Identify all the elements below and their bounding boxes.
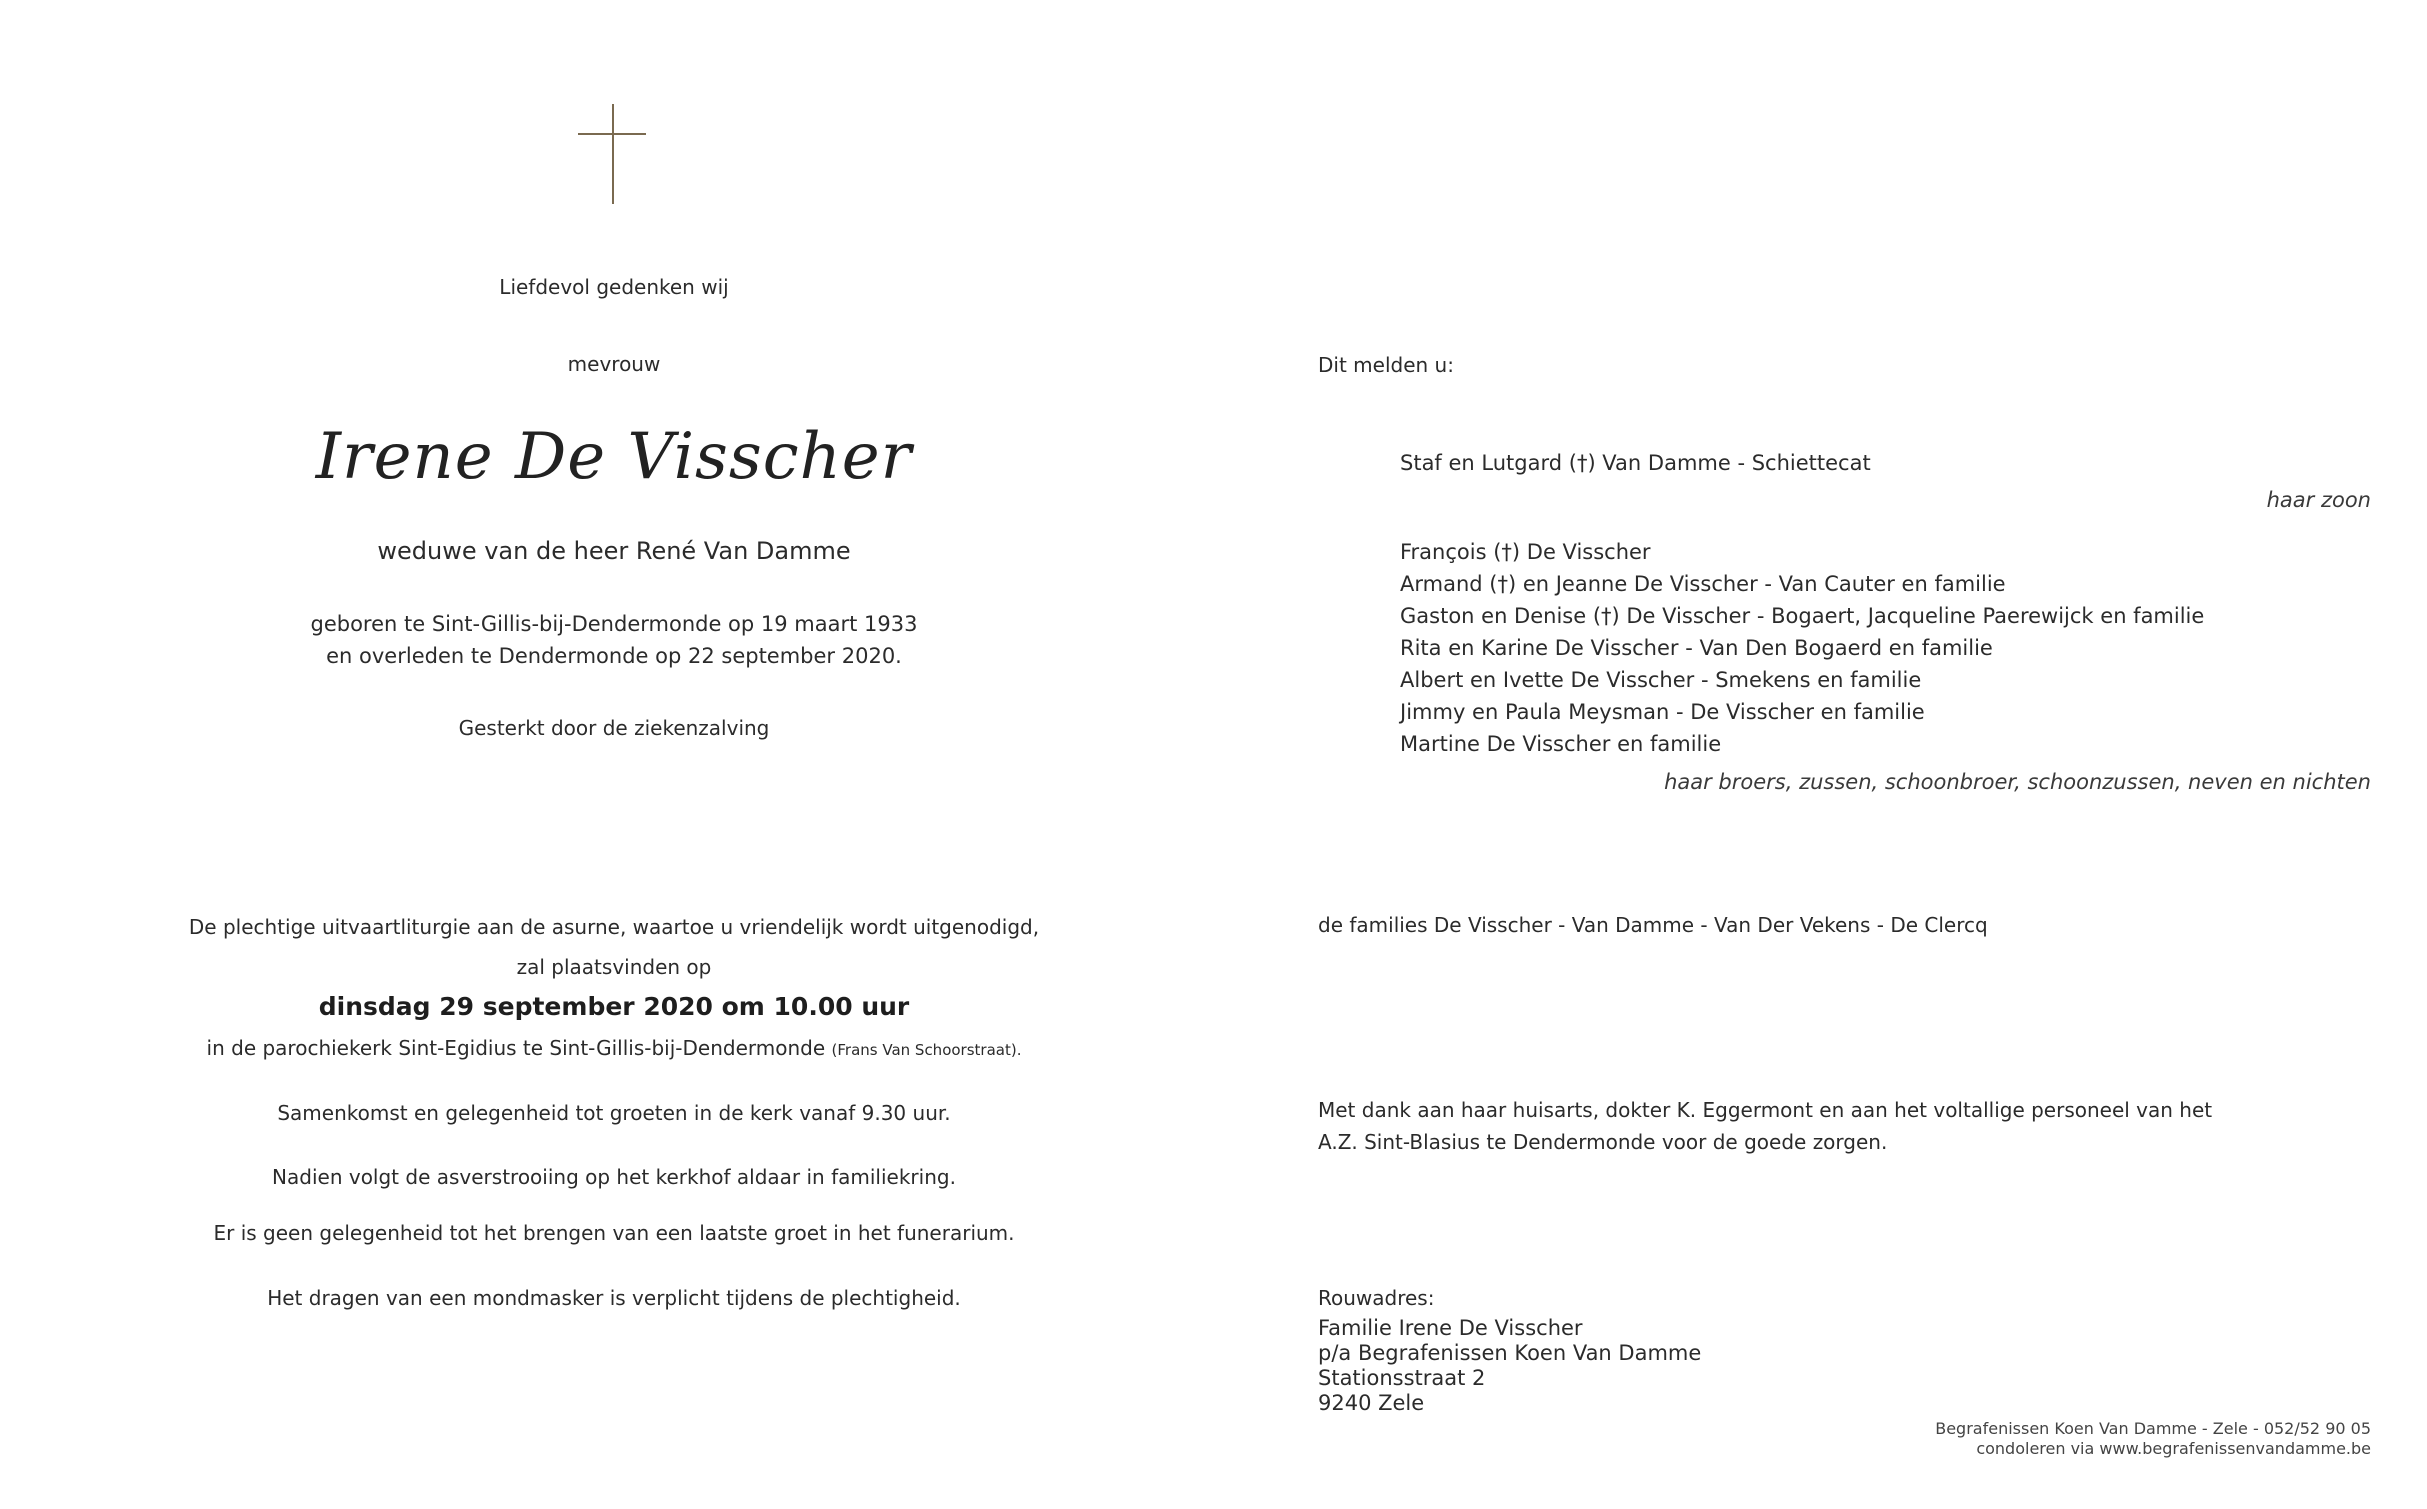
address-line: Familie Irene De Visscher bbox=[1318, 1316, 1583, 1340]
ceremony-date: dinsdag 29 september 2020 om 10.00 uur bbox=[318, 992, 910, 1021]
salutation: mevrouw bbox=[567, 352, 661, 376]
list-item: Armand (†) en Jeanne De Visscher - Van Cauter en familie bbox=[1400, 572, 2006, 596]
list-item: Jimmy en Paula Meysman - De Visscher en familie bbox=[1400, 700, 1925, 724]
church-street: (Frans Van Schoorstraat). bbox=[831, 1041, 1022, 1059]
thanks-line-2: A.Z. Sint-Blasius te Dendermonde voor de goede zorgen. bbox=[1318, 1130, 1888, 1154]
widow-text: weduwe van de heer René Van Damme bbox=[377, 537, 851, 565]
sacrament-text: Gesterkt door de ziekenzalving bbox=[458, 716, 770, 740]
list-item: Albert en Ivette De Visscher - Smekens en familie bbox=[1400, 668, 1922, 692]
siblings-relation: haar broers, zussen, schoonbroer, schoonzussen, neven en nichten bbox=[1664, 770, 2371, 794]
church-name: in de parochiekerk Sint-Egidius te Sint-Gillis-bij-Dendermonde bbox=[206, 1036, 826, 1060]
son-text: Staf en Lutgard (†) Van Damme - Schiettecat bbox=[1400, 451, 1871, 475]
gathering-text: Samenkomst en gelegenheid tot groeten in de kerk vanaf 9.30 uur. bbox=[277, 1101, 951, 1125]
announce-text: Dit melden u: bbox=[1318, 353, 1454, 377]
list-item: Martine De Visscher en familie bbox=[1400, 732, 1722, 756]
mourning-address bbox=[1318, 1316, 1701, 1416]
footer-line-2: condoleren via www.begrafenissenvandamme.be bbox=[1976, 1439, 2371, 1458]
church-text bbox=[0, 1036, 1228, 1060]
families-text: de families De Visscher - Van Damme - Van Der Vekens - De Clercq bbox=[1318, 913, 1988, 937]
list-item: Rita en Karine De Visscher - Van Den Bogaerd en familie bbox=[1400, 636, 1993, 660]
death-text: en overleden te Dendermonde op 22 september 2020. bbox=[326, 644, 902, 668]
siblings-list bbox=[1400, 536, 2204, 760]
address-label: Rouwadres: bbox=[1318, 1286, 1435, 1310]
son-relation: haar zoon bbox=[2266, 488, 2371, 512]
footer-line-1: Begrafenissen Koen Van Damme - Zele - 052/52 90 05 bbox=[1935, 1419, 2371, 1438]
deceased-name: Irene De Visscher bbox=[315, 420, 913, 494]
address-line: 9240 Zele bbox=[1318, 1391, 1425, 1415]
list-item: Gaston en Denise (†) De Visscher - Bogaert, Jacqueline Paerewijck en familie bbox=[1400, 604, 2205, 628]
ceremony-line-1: De plechtige uitvaartliturgie aan de asurne, waartoe u vriendelijk wordt uitgenodigd, bbox=[188, 915, 1040, 939]
intro-text: Liefdevol gedenken wij bbox=[499, 275, 729, 299]
address-line: Stationsstraat 2 bbox=[1318, 1366, 1486, 1390]
ceremony-line-2: zal plaatsvinden op bbox=[516, 955, 712, 979]
address-line: p/a Begrafenissen Koen Van Damme bbox=[1318, 1341, 1702, 1365]
list-item: François (†) De Visscher bbox=[1400, 540, 1651, 564]
no-funerarium-text: Er is geen gelegenheid tot het brengen van een laatste groet in het funerarium. bbox=[213, 1221, 1015, 1245]
birth-text: geboren te Sint-Gillis-bij-Dendermonde op 19 maart 1933 bbox=[310, 612, 918, 636]
ashes-text: Nadien volgt de asverstrooiing op het kerkhof aldaar in familiekring. bbox=[272, 1165, 956, 1189]
mask-text: Het dragen van een mondmasker is verplicht tijdens de plechtigheid. bbox=[267, 1286, 961, 1310]
thanks-line-1: Met dank aan haar huisarts, dokter K. Eggermont en aan het voltallige personeel van het bbox=[1318, 1098, 2213, 1122]
funeral-home-footer bbox=[1935, 1419, 2371, 1459]
